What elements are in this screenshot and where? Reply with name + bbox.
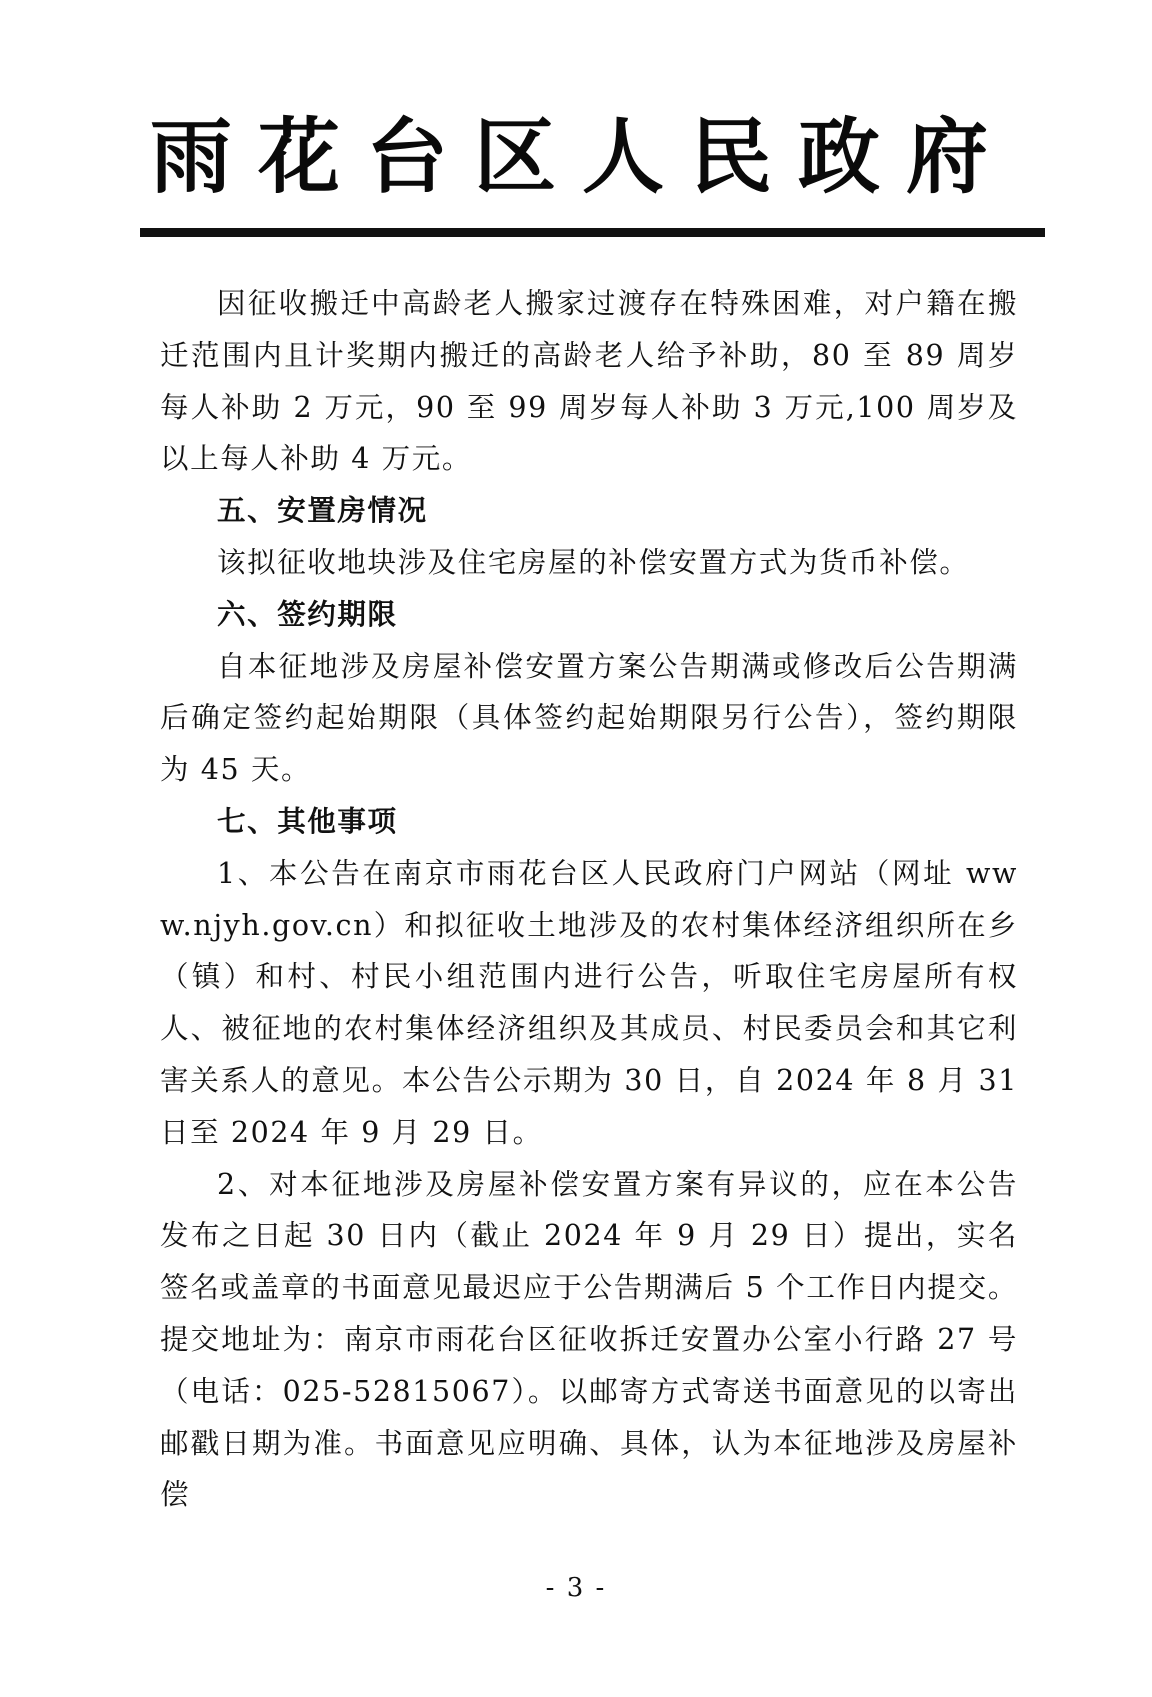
paragraph-elderly-subsidy: 因征收搬迁中高龄老人搬家过渡存在特殊困难，对户籍在搬迁范围内且计奖期内搬迁的高龄老人给予补助，80 至 89 周岁每人补助 2 万元，90 至 99 周岁每人补助 3 万元,100 周岁及以上每人补助 4 万元。	[160, 287, 1018, 476]
section-heading-other-matters: 七、其他事项	[217, 804, 398, 838]
paragraph-objection: 2、对本征地涉及房屋补偿安置方案有异议的，应在本公告发布之日起 30 日内（截止 2024 年 9 月 29 日）提出，实名签名或盖章的书面意见最迟应于公告期满后 5 个工作日内提交。提交地址为：南京市雨花台区征收拆迁安置办公室小行路 27 号（电话：025-52815067）。以邮寄方式寄送书面意见的以寄出邮戳日期为准。书面意见应明确、具体，认为本征地涉及房屋补偿	[160, 1167, 1018, 1512]
paragraph-resettlement: 该拟征收地块涉及住宅房屋的补偿安置方式为货币补偿。	[217, 545, 970, 579]
section-heading-signing-period: 六、签约期限	[217, 597, 398, 631]
section-heading-resettlement: 五、安置房情况	[217, 494, 428, 528]
masthead-divider	[140, 228, 1045, 237]
page-masthead-title: 雨花台区人民政府	[150, 110, 1015, 205]
paragraph-signing-period: 自本征地涉及房屋补偿安置方案公告期满或修改后公告期满后确定签约起始期限（具体签约起始期限另行公告），签约期限为 45 天。	[160, 649, 1018, 787]
paragraph-announcement: 1、本公告在南京市雨花台区人民政府门户网站（网址 www.njyh.gov.cn）和拟征收土地涉及的农村集体经济组织所在乡（镇）和村、村民小组范围内进行公告，听取住宅房屋所有权人、被征地的农村集体经济组织及其成员、村民委员会和其它利害关系人的意见。本公告公示期为 30 日，自 2024 年 8 月 31 日至 2024 年 9 月 29 日。	[160, 856, 1018, 1149]
page-number: - 3 -	[545, 1573, 607, 1603]
document-body	[160, 278, 1018, 1521]
